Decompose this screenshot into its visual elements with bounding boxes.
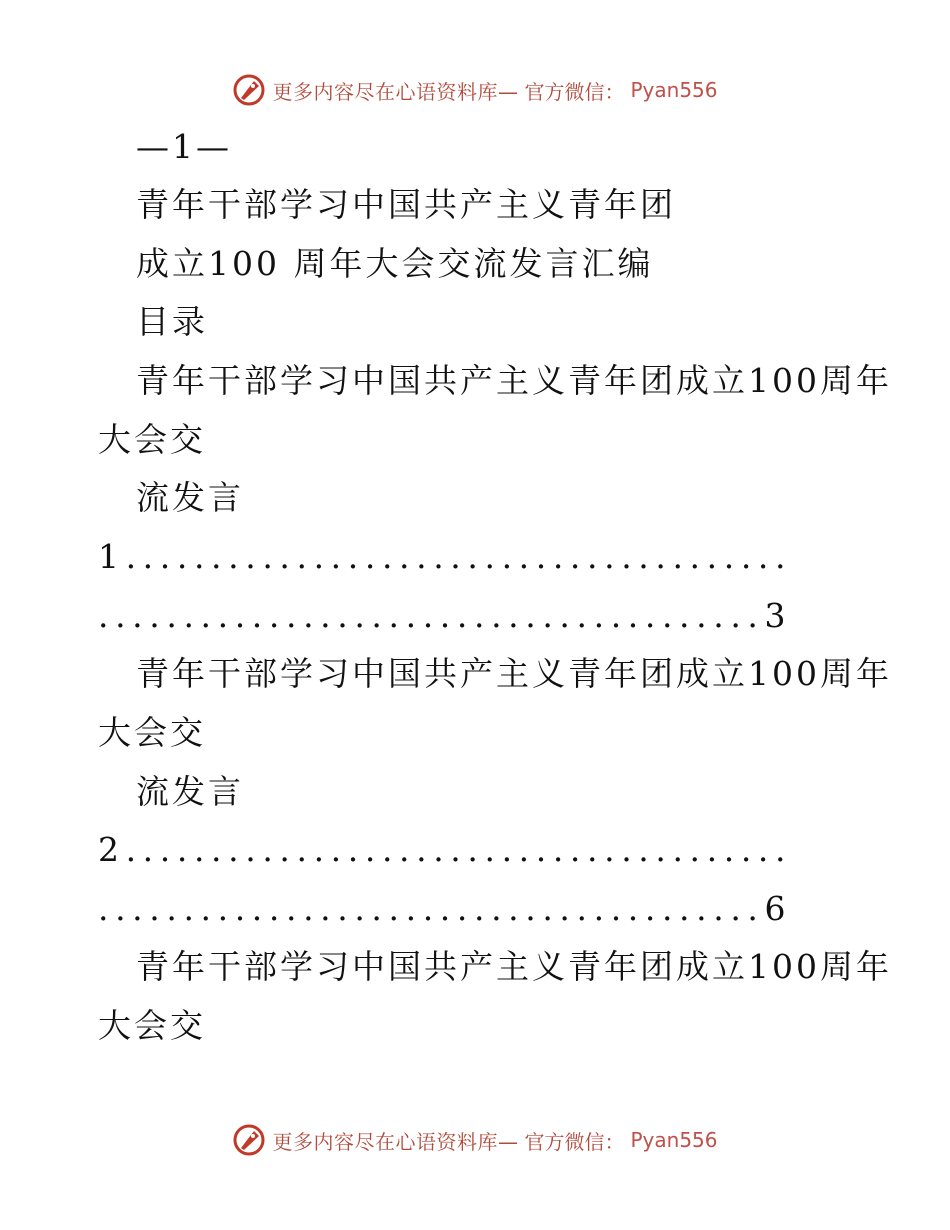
banner-wechat-label: 官方微信： xyxy=(524,79,625,104)
banner-wechat-id: Pyan556 xyxy=(630,1128,718,1152)
footer-banner xyxy=(0,1120,950,1160)
header-banner xyxy=(0,70,950,110)
toc-entry-title-cont[interactable]: 大会交 xyxy=(98,1006,206,1045)
document-title-line-1: 青年干部学习中国共产主义青年团 xyxy=(136,185,676,224)
toc-entry-number-leader: 2....................................... xyxy=(98,830,793,869)
toc-entry-title-cont[interactable]: 大会交 xyxy=(98,713,206,752)
pen-nib-logo-icon xyxy=(232,1123,266,1157)
banner-wechat-id: Pyan556 xyxy=(630,78,718,102)
toc-heading: 目录 xyxy=(136,302,208,341)
banner-text: 更多内容尽在心语资料库— xyxy=(272,79,519,104)
toc-entry-number-leader: 1....................................... xyxy=(98,537,793,576)
toc-entry-leader-page: .......................................3 xyxy=(98,596,793,635)
document-title-line-2: 成立100 周年大会交流发言汇编 xyxy=(136,244,654,283)
page-marker: —1— xyxy=(136,127,232,166)
banner-wechat-label: 官方微信： xyxy=(524,1129,625,1154)
banner-text: 更多内容尽在心语资料库— xyxy=(272,1129,519,1154)
toc-entry-title[interactable]: 青年干部学习中国共产主义青年团成立100周年 xyxy=(136,654,892,693)
pen-nib-logo-icon xyxy=(232,73,266,107)
toc-entry-title[interactable]: 青年干部学习中国共产主义青年团成立100周年 xyxy=(136,361,892,400)
toc-entry-title-cont[interactable]: 流发言 xyxy=(136,772,244,811)
toc-entry-title-cont[interactable]: 大会交 xyxy=(98,420,206,459)
toc-entry-leader-page: .......................................6 xyxy=(98,889,793,928)
toc-entry-title-cont[interactable]: 流发言 xyxy=(136,478,244,517)
toc-entry-title[interactable]: 青年干部学习中国共产主义青年团成立100周年 xyxy=(136,947,892,986)
